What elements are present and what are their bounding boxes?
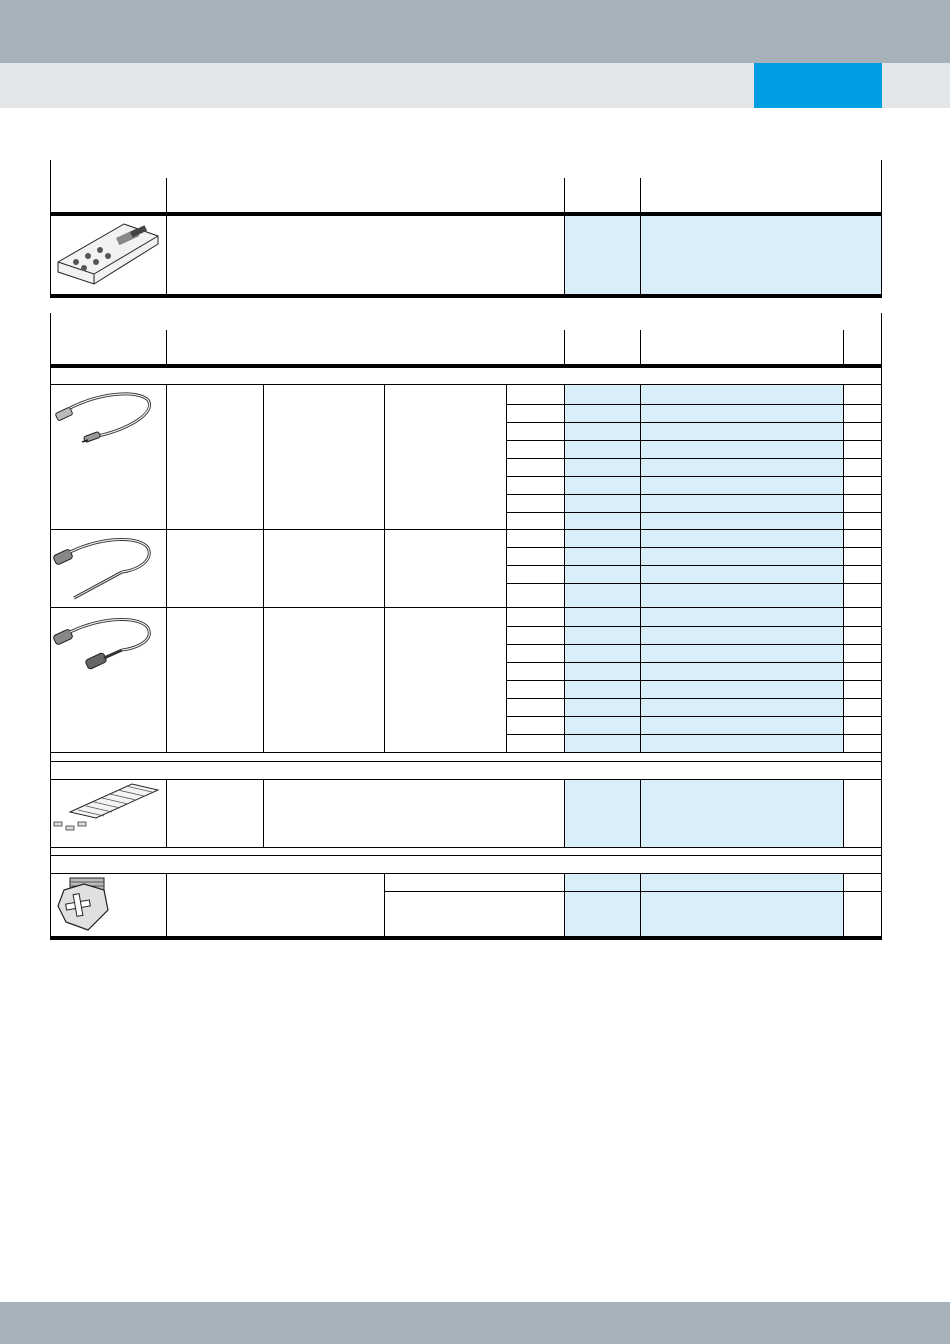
header-bar [0, 0, 950, 63]
connecting-cable-icon [52, 612, 162, 682]
cable-m8-open-end-icon [52, 388, 162, 458]
io-module-icon [54, 218, 164, 290]
cable-m12-open-end-icon [52, 532, 162, 604]
inscription-labels-icon [52, 782, 162, 838]
footer-bar [0, 1302, 950, 1344]
section-tab-marker [754, 63, 882, 108]
cover-plug-icon [54, 876, 114, 934]
